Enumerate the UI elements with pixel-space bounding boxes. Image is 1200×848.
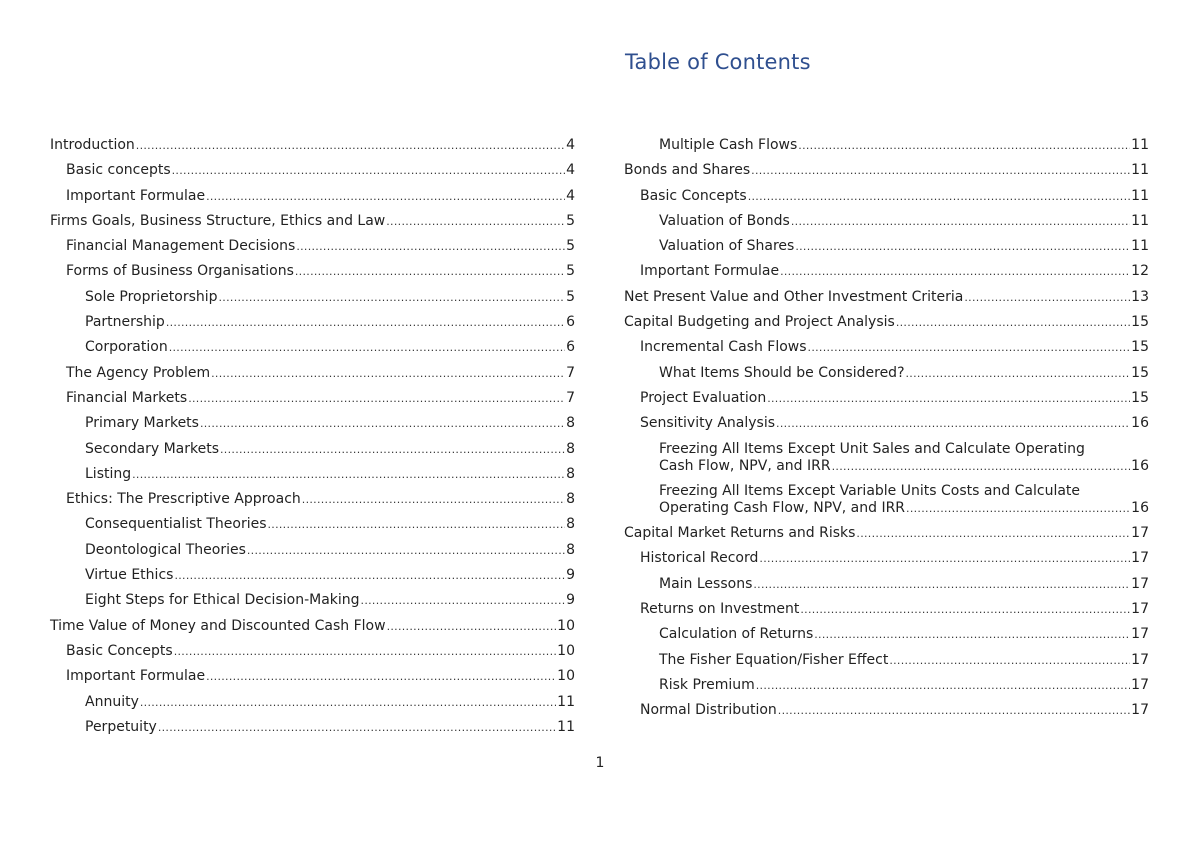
toc-entry-label: Returns on Investment: [640, 601, 800, 618]
toc-entry-page-number: 11: [557, 693, 575, 710]
toc-entry-page-number: 11: [1131, 162, 1149, 179]
toc-entry-row: [85, 289, 575, 306]
toc-entry-label: Eight Steps for Ethical Decision-Making: [85, 592, 360, 609]
toc-entry-row: [50, 618, 575, 635]
toc-entry-page-number: 11: [1131, 187, 1149, 204]
toc-entry-row: [624, 314, 1149, 331]
toc-entry-label: Capital Market Returns and Risks: [624, 525, 856, 542]
toc-entry-label: Risk Premium: [659, 676, 755, 693]
toc-entry[interactable]: [624, 576, 1149, 593]
toc-entry-page-number: 5: [566, 238, 575, 255]
toc-entry-page-number: 9: [566, 592, 575, 609]
dot-leader: [906, 365, 1131, 382]
toc-entry-row: [624, 162, 1149, 179]
toc-entry-page-number: 13: [1131, 288, 1149, 305]
toc-entry-row: [659, 677, 1149, 694]
dot-leader: [791, 213, 1130, 230]
dot-leader: [136, 137, 565, 154]
toc-entry-label: Financial Management Decisions: [66, 238, 296, 255]
toc-entry-label: The Fisher Equation/Fisher Effect: [659, 651, 889, 668]
toc-entry-label: Important Formulae: [640, 263, 780, 280]
dot-leader: [753, 576, 1130, 593]
toc-entry-row: [85, 592, 575, 609]
toc-entry[interactable]: [624, 289, 1149, 306]
toc-entry-page-number: 10: [557, 668, 575, 685]
toc-entry[interactable]: [50, 618, 575, 635]
toc-entry-label: Operating Cash Flow, NPV, and IRR: [659, 499, 906, 516]
toc-entry[interactable]: [50, 390, 575, 407]
dot-leader: [759, 550, 1130, 567]
toc-entry-page-number: 4: [566, 137, 575, 153]
toc-entry-row: [85, 314, 575, 331]
toc-column-right: [624, 137, 1149, 728]
toc-entry-label: Virtue Ethics: [85, 567, 174, 584]
toc-entry-page-number: 17: [1131, 525, 1149, 542]
dot-leader: [206, 188, 565, 205]
toc-entry-row: [85, 441, 575, 458]
toc-entry-label: Listing: [85, 465, 132, 482]
toc-entry-label: Historical Record: [640, 550, 759, 567]
toc-entry-page-number: 11: [1131, 212, 1149, 229]
dot-leader: [814, 626, 1130, 643]
dot-leader: [751, 162, 1130, 179]
dot-leader: [906, 500, 1130, 517]
dot-leader: [174, 567, 565, 584]
dot-leader: [158, 719, 556, 736]
toc-entry-label: Basic concepts: [66, 162, 171, 179]
toc-entry-row: [66, 491, 575, 508]
dot-leader: [780, 263, 1130, 280]
dot-leader: [220, 441, 565, 458]
toc-entry-label: Firms Goals, Business Structure, Ethics and Law: [50, 212, 386, 229]
dot-leader: [387, 618, 557, 635]
toc-entry-label: Valuation of Bonds: [659, 212, 790, 229]
toc-entry-page-number: 11: [1131, 238, 1149, 255]
toc-entry-label: Primary Markets: [85, 415, 199, 432]
toc-entry-row: [659, 458, 1149, 475]
toc-entry[interactable]: [50, 466, 575, 483]
toc-entry-page-number: 17: [1131, 702, 1149, 719]
toc-entry-row: [66, 365, 575, 382]
dot-leader: [296, 238, 565, 255]
toc-entry-page-number: 5: [566, 288, 575, 305]
dot-leader: [188, 390, 565, 407]
toc-entry-page-number: 11: [557, 718, 575, 735]
toc-entry-label: Cash Flow, NPV, and IRR: [659, 457, 831, 474]
toc-entry[interactable]: [624, 339, 1149, 356]
dot-leader: [206, 668, 556, 685]
toc-entry-label: Annuity: [85, 693, 139, 710]
dot-leader: [172, 162, 565, 179]
toc-entry-label: Important Formulae: [66, 668, 206, 685]
toc-entry-row: [659, 626, 1149, 643]
dot-leader: [386, 213, 565, 230]
dot-leader: [778, 702, 1130, 719]
toc-entry-row: [85, 567, 575, 584]
dot-leader: [302, 491, 565, 508]
toc-entry-label: Introduction: [50, 137, 135, 153]
dot-leader: [219, 289, 566, 306]
toc-entry[interactable]: [50, 162, 575, 179]
toc-entry-page-number: 16: [1131, 457, 1149, 474]
toc-entry-label: Deontological Theories: [85, 541, 246, 558]
toc-entry[interactable]: [624, 483, 1149, 517]
toc-entry-page-number: 8: [566, 465, 575, 482]
toc-entry-row: [640, 702, 1149, 719]
toc-entry-label: Multiple Cash Flows: [659, 137, 798, 153]
toc-entry-page-number: 17: [1131, 601, 1149, 618]
toc-entry[interactable]: [50, 668, 575, 685]
dot-leader: [211, 365, 565, 382]
toc-entry-page-number: 8: [566, 491, 575, 508]
toc-entry-row: [85, 542, 575, 559]
toc-entry-row: [66, 188, 575, 205]
toc-entry-label: Consequentialist Theories: [85, 516, 267, 533]
toc-entry-row: [659, 500, 1149, 517]
toc-entry[interactable]: [50, 289, 575, 306]
page-title: Table of Contents: [625, 50, 811, 74]
toc-entry[interactable]: [50, 365, 575, 382]
toc-entry[interactable]: [50, 643, 575, 660]
dot-leader: [832, 458, 1131, 475]
dot-leader: [169, 339, 565, 356]
toc-entry-label: Basic Concepts: [640, 187, 747, 204]
dot-leader: [776, 415, 1130, 432]
toc-column-left: [50, 137, 575, 744]
toc-entry-label: Valuation of Shares: [659, 238, 795, 255]
dot-leader: [361, 592, 566, 609]
toc-entry-row: [50, 213, 575, 230]
toc-entry-row: [66, 668, 575, 685]
toc-entry-label: Ethics: The Prescriptive Approach: [66, 491, 301, 508]
toc-entry-label: Main Lessons: [659, 575, 753, 592]
toc-entry-row: [640, 339, 1149, 356]
dot-leader: [756, 677, 1130, 694]
toc-entry-label: What Items Should be Considered?: [659, 364, 905, 381]
toc-entry[interactable]: [624, 314, 1149, 331]
toc-entry-page-number: 17: [1131, 575, 1149, 592]
toc-entry-page-number: 5: [566, 263, 575, 280]
dot-leader: [856, 525, 1130, 542]
toc-entry-row: [66, 162, 575, 179]
toc-entry[interactable]: [50, 542, 575, 559]
toc-entry-label: Important Formulae: [66, 187, 206, 204]
toc-entry-label: Normal Distribution: [640, 702, 777, 719]
toc-entry[interactable]: [624, 162, 1149, 179]
toc-entry-row: [66, 263, 575, 280]
toc-entry-page-number: 15: [1131, 314, 1149, 331]
toc-entry-label: Sole Proprietorship: [85, 288, 218, 305]
page-number: 1: [595, 755, 605, 771]
toc-entry-page-number: 6: [566, 339, 575, 356]
toc-entry-page-number: 8: [566, 541, 575, 558]
toc-entry-label: Project Evaluation: [640, 389, 767, 406]
toc-entry-label: Secondary Markets: [85, 440, 220, 457]
toc-entry-page-number: 10: [557, 642, 575, 659]
toc-entry[interactable]: [624, 677, 1149, 694]
toc-entry[interactable]: [624, 415, 1149, 432]
dot-leader: [295, 263, 565, 280]
toc-entry[interactable]: [50, 213, 575, 230]
toc-entry-page-number: 17: [1131, 626, 1149, 643]
toc-entry-row: [640, 601, 1149, 618]
toc-entry-label: Bonds and Shares: [624, 162, 751, 179]
toc-entry-label: Net Present Value and Other Investment Criteria: [624, 288, 964, 305]
dot-leader: [889, 652, 1130, 669]
toc-entry-page-number: 7: [566, 389, 575, 406]
toc-entry-label: Capital Budgeting and Project Analysis: [624, 314, 895, 331]
dot-leader: [247, 542, 565, 559]
toc-entry[interactable]: [624, 652, 1149, 669]
toc-entry-label: Time Value of Money and Discounted Cash Flow: [50, 617, 386, 634]
toc-entry[interactable]: [624, 365, 1149, 382]
toc-entry-row: [659, 652, 1149, 669]
toc-entry[interactable]: [624, 601, 1149, 618]
toc-entry-row: [85, 516, 575, 533]
toc-entry-row: [624, 289, 1149, 306]
toc-entry-row: [640, 415, 1149, 432]
toc-entry[interactable]: [624, 263, 1149, 280]
toc-entry-page-number: 15: [1131, 389, 1149, 406]
dot-leader: [200, 415, 565, 432]
toc-entry[interactable]: [624, 213, 1149, 230]
toc-entry-label: Basic Concepts: [66, 642, 173, 659]
dot-leader: [896, 314, 1130, 331]
dot-leader: [767, 390, 1130, 407]
toc-entry[interactable]: [50, 567, 575, 584]
toc-entry[interactable]: [624, 626, 1149, 643]
toc-entry[interactable]: [50, 314, 575, 331]
toc-entry[interactable]: [624, 188, 1149, 205]
toc-entry[interactable]: [624, 137, 1149, 154]
toc-entry-page-number: 15: [1131, 364, 1149, 381]
toc-entry[interactable]: [50, 137, 575, 154]
toc-entry-page-number: 8: [566, 516, 575, 533]
toc-entry-page-number: 6: [566, 314, 575, 331]
toc-entry[interactable]: [624, 525, 1149, 542]
dot-leader: [132, 466, 565, 483]
toc-entry-row: [85, 339, 575, 356]
toc-entry-page-number: 8: [566, 415, 575, 432]
toc-entry-row: [640, 188, 1149, 205]
toc-entry-row: [624, 525, 1149, 542]
toc-entry-row: [85, 466, 575, 483]
toc-entry-row: [640, 390, 1149, 407]
toc-entry-row: [659, 576, 1149, 593]
dot-leader: [140, 694, 556, 711]
toc-entry-page-number: 17: [1131, 676, 1149, 693]
dot-leader: [964, 289, 1130, 306]
toc-entry-page-number: 10: [557, 617, 575, 634]
toc-entry-label: The Agency Problem: [66, 364, 211, 381]
toc-entry-label: Forms of Business Organisations: [66, 263, 294, 280]
toc-entry-label-line1: Freezing All Items Except Variable Units Costs and Calculate: [659, 482, 1081, 499]
dot-leader: [174, 643, 556, 660]
toc-entry-page-number: 11: [1131, 137, 1149, 153]
toc-entry-row: [640, 263, 1149, 280]
toc-entry-row: [85, 719, 575, 736]
toc-entry-page-number: 4: [566, 162, 575, 179]
dot-leader: [800, 601, 1130, 618]
toc-entry[interactable]: [50, 238, 575, 255]
toc-entry[interactable]: [50, 263, 575, 280]
toc-entry[interactable]: [624, 390, 1149, 407]
toc-entry-row: [66, 390, 575, 407]
toc-entry-page-number: 8: [566, 440, 575, 457]
toc-entry-page-number: 5: [566, 212, 575, 229]
toc-entry-page-number: 15: [1131, 339, 1149, 356]
toc-entry[interactable]: [624, 702, 1149, 719]
toc-entry-row: [640, 550, 1149, 567]
toc-entry[interactable]: [624, 238, 1149, 255]
dot-leader: [268, 516, 566, 533]
toc-entry-row: [85, 694, 575, 711]
toc-entry[interactable]: [624, 441, 1149, 475]
toc-entry-label: Partnership: [85, 314, 165, 331]
dot-leader: [795, 238, 1130, 255]
toc-entry[interactable]: [50, 694, 575, 711]
toc-entry-page-number: 9: [566, 567, 575, 584]
toc-entry-page-number: 12: [1131, 263, 1149, 280]
toc-entry-label: Financial Markets: [66, 389, 188, 406]
dot-leader: [798, 137, 1130, 154]
toc-entry-page-number: 16: [1131, 499, 1149, 516]
toc-entry[interactable]: [50, 188, 575, 205]
toc-entry-page-number: 4: [566, 187, 575, 204]
toc-entry-row: [659, 238, 1149, 255]
toc-entry-label: Corporation: [85, 339, 168, 356]
toc-entry-page-number: 7: [566, 364, 575, 381]
toc-entry-row: [85, 415, 575, 432]
toc-entry[interactable]: [50, 719, 575, 736]
toc-entry-row: [659, 213, 1149, 230]
toc-entry[interactable]: [50, 592, 575, 609]
dot-leader: [748, 188, 1130, 205]
toc-entry[interactable]: [50, 491, 575, 508]
toc-entry-row: [66, 238, 575, 255]
toc-entry-row: [66, 643, 575, 660]
dot-leader: [808, 339, 1131, 356]
toc-entry[interactable]: [50, 441, 575, 458]
toc-entry-row: [50, 137, 575, 154]
toc-entry[interactable]: [50, 339, 575, 356]
toc-entry-row: [659, 365, 1149, 382]
toc-entry-label: Calculation of Returns: [659, 626, 814, 643]
toc-entry-label-line1: Freezing All Items Except Unit Sales and Calculate Operating: [659, 440, 1085, 457]
toc-entry-label: Sensitivity Analysis: [640, 415, 776, 432]
toc-entry-row: [659, 137, 1149, 154]
toc-entry-label: Perpetuity: [85, 718, 157, 735]
toc-entry-page-number: 17: [1131, 651, 1149, 668]
toc-entry[interactable]: [50, 415, 575, 432]
toc-entry-label: Incremental Cash Flows: [640, 339, 807, 356]
dot-leader: [166, 314, 565, 331]
toc-entry-page-number: 16: [1131, 415, 1149, 432]
toc-entry-page-number: 17: [1131, 550, 1149, 567]
toc-entry[interactable]: [624, 550, 1149, 567]
toc-entry[interactable]: [50, 516, 575, 533]
